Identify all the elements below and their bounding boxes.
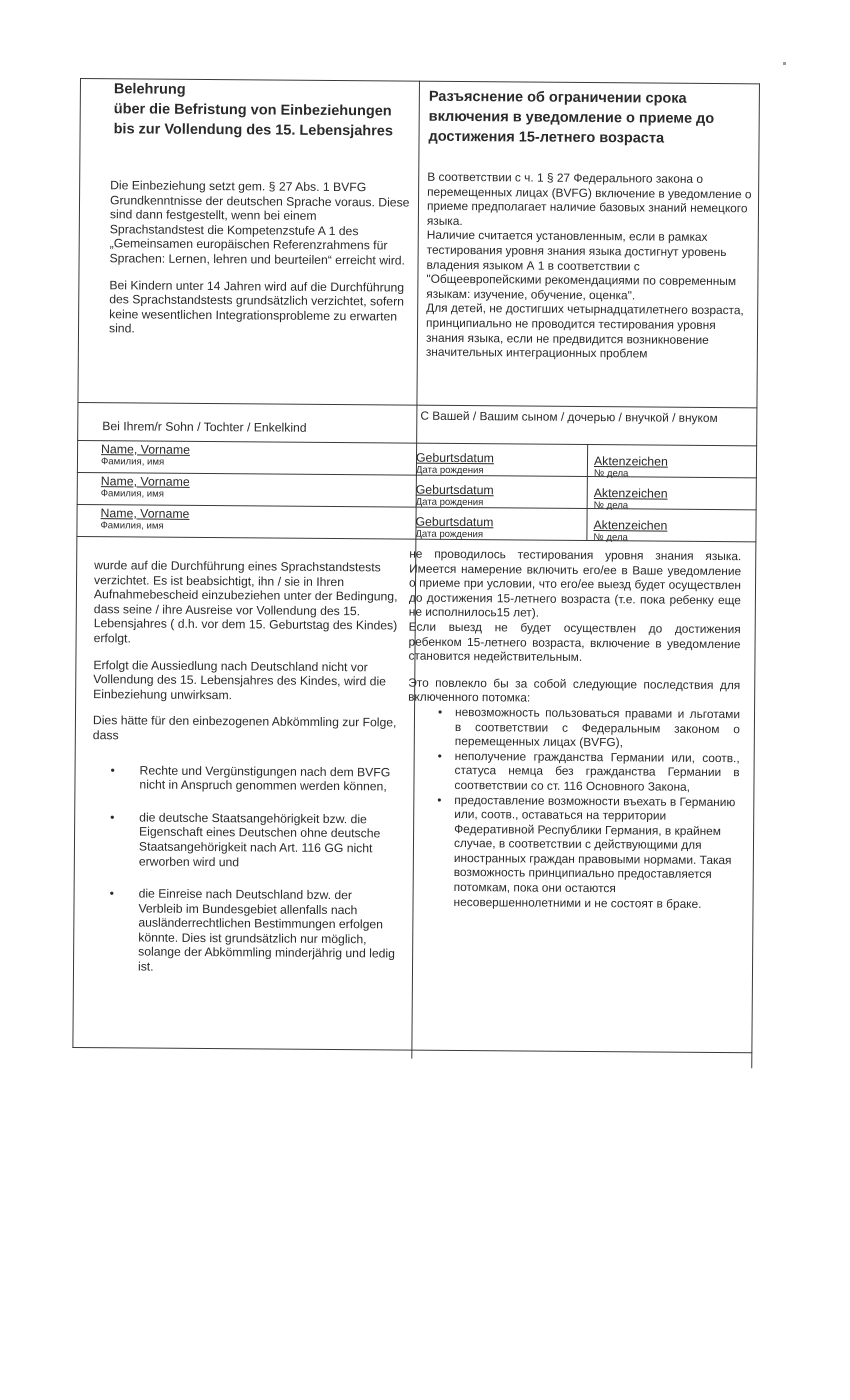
list-item-text: die Einreise nach Deutschland bzw. der Verbleib im Bundesgebiet allenfalls nach ausländerrechtlichen Bestimmungen erfolgen könnte. Dies ist grundsätzlich nur möglich, solange der Abkömmling minderjährig und ledig ist. bbox=[137, 886, 395, 974]
ru-body-paragraph-3: Это повлекло бы за собой следующие последствия для включенного потомка: bbox=[408, 675, 741, 705]
ru-intro-paragraph-3: Для детей, не достигших четырнадцатилетнего возраста, принципиально не проводится тестирования уровня знания языка, если не предвидится возникновение значительных интеграционных проблем bbox=[425, 301, 744, 361]
name-field[interactable] bbox=[101, 442, 401, 474]
de-body-paragraph-1: wurde auf die Durchführung eines Sprachstandstests verzichtet. Es ist beabsichtigt, ihn / sie in Ihren Aufnahmebescheid einzubeziehen unter der Bedingung, dass seine / ihre Ausreise vor Vollendung des 15. Lebensjahres ( d.h. vor dem 15. Geburtstag des Kindes) erfolgt. bbox=[93, 558, 398, 646]
birthdate-field[interactable] bbox=[416, 451, 576, 478]
bullet-icon: • bbox=[437, 792, 442, 807]
bullet-icon: • bbox=[109, 886, 114, 901]
de-intro-paragraph-1: Die Einbeziehung setzt gem. § 27 Abs. 1 BVFG Grundkenntnisse der deutschen Sprache voraus. Diese sind dann festgestellt, wenn bei einem Sprachstandstest die Kompetenzstufe A 1 des „Gemeinsamen europäischen Referenzrahmens für Sprachen: Lernen, lehren und beurteilen“ erreicht wird. bbox=[109, 178, 410, 268]
de-child-line: Bei Ihrem/r Sohn / Tochter / Enkelkind bbox=[102, 419, 307, 435]
list-item-text: неполучение гражданства Германии или, соотв., статуса немца без гражданства Германии в соответствии со ст. 116 Основного Закона, bbox=[454, 748, 740, 794]
list-item-text: невозможность пользоваться правами и льготами в соответствии с Федеральным законом о перемещенных лицах (BVFG), bbox=[454, 704, 741, 750]
de-title: Belehrung über die Befristung von Einbeziehungen bis zur Vollendung des 15. Lebensjahres bbox=[113, 81, 393, 140]
file-number-field[interactable] bbox=[594, 454, 744, 479]
name-field[interactable] bbox=[100, 506, 400, 538]
bullet-icon: • bbox=[437, 704, 443, 719]
de-intro-paragraph-2: Bei Kindern unter 14 Jahren wird auf die Durchführung des Sprachstandstests grundsätzlich verzichtet, sofern keine wesentlichen Integrationsprobleme zu erwarten sind. bbox=[108, 277, 405, 336]
file-number-sublabel: № дела bbox=[593, 500, 629, 512]
ru-child-line: С Вашей / Вашим сыном / дочерью / внучкой / внуком bbox=[420, 408, 718, 426]
file-number-sublabel: № дела bbox=[593, 468, 629, 480]
list-item bbox=[92, 810, 396, 871]
ru-intro-paragraph-1: В соответствии с ч. 1 § 27 Федерального закона о перемещенных лицах (BVFG) включение в уведомление о приеме предполагает наличие базовых знаний немецкого языка. bbox=[426, 169, 752, 228]
bilingual-notice-table bbox=[72, 78, 760, 1068]
de-consequence-list bbox=[91, 763, 397, 977]
de-body-paragraph-3: Dies hätte für den einbezogenen Abkömmling zur Folge, dass bbox=[92, 713, 397, 743]
name-label: Name, Vorname bbox=[100, 506, 190, 521]
ru-consequence-list bbox=[406, 705, 740, 912]
list-item bbox=[92, 763, 396, 795]
list-item-text: предоставление возможности въехать в Германию или, соотв., оставаться на территории Федеративной Республики Германия, в крайнем случае, в соответствии с действующими для иностранных граждан правовыми нормами. Такая возможность принципиально предоставляется потомкам, пока они остаются несовершеннолетними и не состоят в браке. bbox=[453, 792, 736, 911]
birthdate-sublabel: Дата рождения bbox=[415, 464, 484, 477]
scan-speck bbox=[783, 62, 786, 65]
ru-body-paragraph-1: не проводилось тестирования уровня знания языка. Имеется намерение включить его/ее в Ваше уведомление о приеме при условии, что его/ее выезд будет осуществлен до достижения 15-летнего возраста (т.е. пока ребенку еще не исполнилось15 лет). bbox=[408, 546, 742, 620]
birthdate-field[interactable] bbox=[415, 515, 575, 542]
birthdate-label: Geburtsdatum bbox=[415, 482, 494, 498]
list-item-text: die deutsche Staatsangehörigkeit bzw. die Eigenschaft eines Deutschen ohne deutsche Staatsangehörigkeit nach Art. 116 GG nicht erworben wird und bbox=[138, 810, 381, 869]
bullet-icon: • bbox=[437, 748, 442, 763]
list-item bbox=[406, 792, 739, 911]
file-number-label: Aktenzeichen bbox=[593, 486, 668, 501]
bullet-icon: • bbox=[110, 762, 115, 777]
de-body bbox=[90, 558, 398, 1040]
ru-body bbox=[405, 547, 741, 1045]
ru-body-paragraph-2: Если выезд не будет осуществлен до достижения ребенком 15-летнего возраста, включение в уведомление становится недействительным. bbox=[408, 619, 741, 665]
file-number-label: Aktenzeichen bbox=[593, 518, 668, 533]
de-body-paragraph-2: Erfolgt die Aussiedlung nach Deutschland nicht vor Vollendung des 15. Lebensjahres des Kindes, wird die Einbeziehung unwirksam. bbox=[93, 657, 387, 702]
name-field[interactable] bbox=[101, 474, 401, 506]
file-number-label: Aktenzeichen bbox=[593, 454, 668, 469]
name-sublabel: Фамилия, имя bbox=[100, 456, 165, 468]
file-number-field[interactable] bbox=[594, 486, 744, 511]
file-number-sublabel: № дела bbox=[593, 532, 628, 544]
list-item bbox=[407, 748, 739, 794]
birthdate-sublabel: Дата рождения bbox=[415, 496, 484, 509]
field-row bbox=[100, 442, 751, 480]
name-sublabel: Фамилия, имя bbox=[100, 488, 164, 500]
field-row bbox=[100, 506, 750, 544]
ru-title: Разъяснение об ограничении срока включения в уведомление о приеме до достижения 15-летнего возраста bbox=[428, 88, 715, 147]
list-item-text: Rechte und Vergünstigungen nach dem BVFG nicht in Anspruch genommen werden können, bbox=[139, 763, 391, 794]
name-label: Name, Vorname bbox=[101, 442, 190, 457]
birthdate-label: Geburtsdatum bbox=[415, 450, 495, 466]
birthdate-sublabel: Дата рождения bbox=[415, 528, 484, 541]
de-intro bbox=[108, 178, 410, 400]
name-label: Name, Vorname bbox=[100, 474, 190, 489]
name-sublabel: Фамилия, имя bbox=[100, 520, 164, 532]
birthdate-label: Geburtsdatum bbox=[415, 514, 494, 530]
list-item bbox=[91, 886, 396, 976]
file-number-field[interactable] bbox=[593, 518, 743, 543]
table-border-left bbox=[72, 78, 81, 1048]
field-row bbox=[100, 474, 751, 512]
birthdate-field[interactable] bbox=[416, 483, 576, 510]
list-item bbox=[408, 705, 740, 751]
bullet-icon: • bbox=[110, 809, 115, 825]
ru-intro-paragraph-2: Наличие считается установленным, если в рамках тестирования уровня знания языка достигнут уровень владения языком А 1 в соответствии с "Общеевропейскими рекомендациями по современным языкам: изучение, обучение, оценка". bbox=[426, 228, 737, 303]
ru-intro bbox=[425, 170, 755, 407]
